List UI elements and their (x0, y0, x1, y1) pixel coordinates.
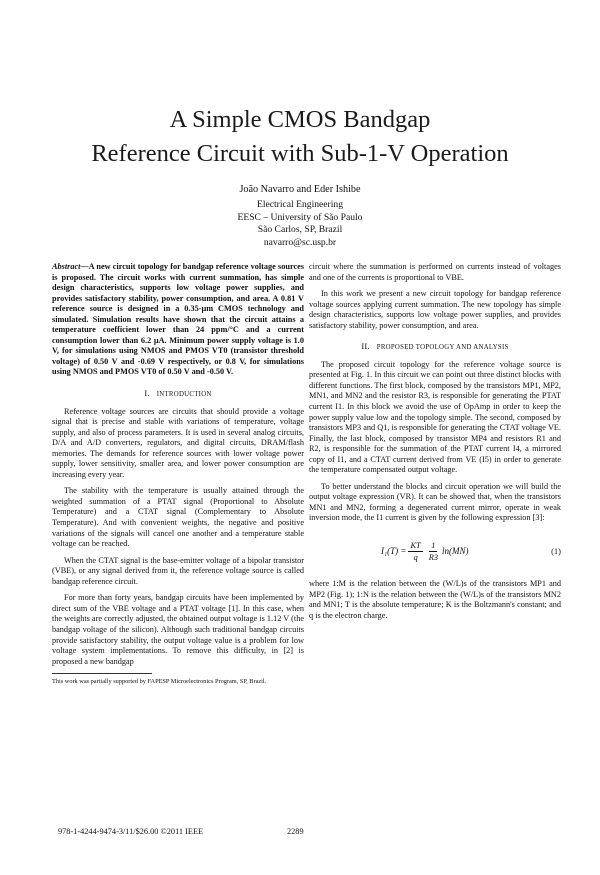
title-line-2: Reference Circuit with Sub-1-V Operation (91, 140, 509, 167)
footnote-divider (52, 673, 152, 674)
work-paragraph: In this work we present a new circuit topology for bandgap reference voltage sources applying current summation. The new topology has simple design characteristics, supports low voltage power supplies, and provides satisfactory stability, power consumption, and area. (309, 289, 561, 330)
proposed-paragraph-3: where 1:M is the relation between the (W/L)s of the transistors MP1 and MP2 (Fig. 1); 1:N is the relation between the (W/L)s of the transistors MN2 and MN1; T is the absolute temperature; K is the Boltzmann's constant; and q is the electron charge. (309, 579, 561, 620)
affiliation-dept: Electrical Engineering (256, 199, 344, 211)
section-title: INTRODUCTION (156, 391, 212, 399)
section-numeral: I. (144, 388, 150, 399)
equation-body (381, 540, 469, 563)
equation-1 (309, 540, 561, 563)
author-names: João Navarro and Eder Ishibe (239, 184, 361, 195)
section-heading-proposed (309, 341, 561, 354)
abstract-label: Abstract (52, 262, 81, 271)
left-column (52, 262, 304, 673)
author-block (0, 184, 600, 249)
equation-rhs: ln(MN) (442, 546, 469, 557)
continued-paragraph: circuit where the summation is performed on currents instead of voltages and one of the currents is proportional to VBE. (309, 262, 561, 282)
fraction-kt-q (408, 540, 422, 563)
footer-isbn: 978-1-4244-9474-3/11/$26.00 ©2011 IEEE (58, 827, 204, 836)
paper-title (0, 103, 600, 171)
section-heading-introduction (52, 388, 304, 401)
equation-number: (1) (551, 546, 561, 557)
author-email: navarro@sc.usp.br (263, 236, 337, 248)
intro-paragraph-4: For more than forty years, bandgap circuits have been implemented by direct sum of the VBE voltage and a PTAT voltage [1]. In this case, when the weights are correctly adjusted, the obtained output voltage is 1.12 V (the bandgap voltage of the silicon). Although such traditional bandgap circuits provide satisfactory stability, the output voltage value is a problem for low voltage system implementations. To remove this difficulty, in [2] is proposed a new bandgap (52, 593, 304, 666)
proposed-paragraph-2: To better understand the blocks and circuit operation we will build the output voltage expression (VR). It can be showed that, when the transistors MN1 and MN2, forming a degenerated current mirror, operate in weak inversion mode, the I1 current is given by the following expression [3]: (309, 481, 561, 523)
title-line-1: A Simple CMOS Bandgap (169, 106, 431, 133)
fraction-1-r3 (427, 540, 440, 563)
abstract-text: —A new circuit topology for bandgap reference voltage sources is proposed. The circuit works with current summation, has simple design characteristics, supports low voltage power supplies, and provides satisfactory stability, power consumption, and area. A 0.81 V reference source is designed in a 0.35-µm CMOS technology and simulated. Simulation results have shown that the circuit attains a temperature coefficient lower than 24 ppm/°C and a current consumption lower than 6.2 µA. Minimum power supply voltage is 1.0 V, for simulations using NMOS and PMOS VT0 (transistor threshold voltage) of 0.50 V and -0.69 V respectively, or 0.8 V, for simulations using NMOS and PMOS VT0 of 0.50 V and -0.50 V. (52, 262, 304, 377)
abstract (52, 262, 304, 378)
section-numeral: II. (361, 341, 370, 352)
footnote: This work was partially supported by FAPESP Microelectronics Program, SP, Brazil. (52, 678, 267, 685)
affiliation-city: São Carlos, SP, Brazil (257, 224, 343, 236)
footer-page-number: 2289 (287, 827, 304, 836)
right-column (309, 262, 561, 627)
fraction-denominator: R3 (428, 553, 439, 563)
fraction-numerator: KT (410, 541, 421, 551)
fraction-numerator: 1 (431, 541, 436, 551)
intro-paragraph-3: When the CTAT signal is the base-emitter voltage of a bipolar transistor (VBE), or any signal derived from it, the reference voltage source is called bandgap reference circuit. (52, 555, 304, 586)
fraction-denominator: q (413, 553, 418, 563)
intro-paragraph-2: The stability with the temperature is usually attained through the weighted summation of a PTAT signal (Proportional to Absolute Temperature) and a CTAT signal (Complementary to Absolute Temperature). And with convenient weights, the negative and positive variations of the signals will cancel one another and a temperature stable voltage can be reached. (52, 486, 304, 549)
section-title: PROPOSED TOPOLOGY AND ANALYSIS (376, 344, 509, 352)
equation-lhs: I₁(T) = (381, 546, 407, 557)
intro-paragraph-1: Reference voltage sources are circuits that should provide a voltage signal that is precise and stable with variations of temperature, voltage supply, and also of process parameters. It is used in several analog circuits, D/A and A/D converters, regulators, and digital circuits, DRAM/flash memories. The demands for reference sources with lower voltage power supply, lower sensitivity, smaller area, and lower power consumption are increasing every year. (52, 406, 304, 479)
proposed-paragraph-1: The proposed circuit topology for the reference voltage source is presented at Fig. 1. In this circuit we can point out three distinct blocks with different functions. The first block, composed by the transistors MP1, MP2, MN1, and MN2 and the resistor R3, is responsible for generating the PTAT current I1. In this block we avoid the use of OpAmp in order to keep the power supply value low and the topology simple. The second, composed by transistors MP3 and Q1, is responsible for generating the CTAT voltage VE. Finally, the last block, composed by transistor MP4 and resistors R1 and R2, is responsible for the summation of the PTAT current I4, a mirrored copy of I1, and a CTAT current derived from VE (I5) in order to generate the temperature compensated output voltage. (309, 359, 561, 475)
affiliation-univ: EESC – University of São Paulo (237, 211, 363, 223)
